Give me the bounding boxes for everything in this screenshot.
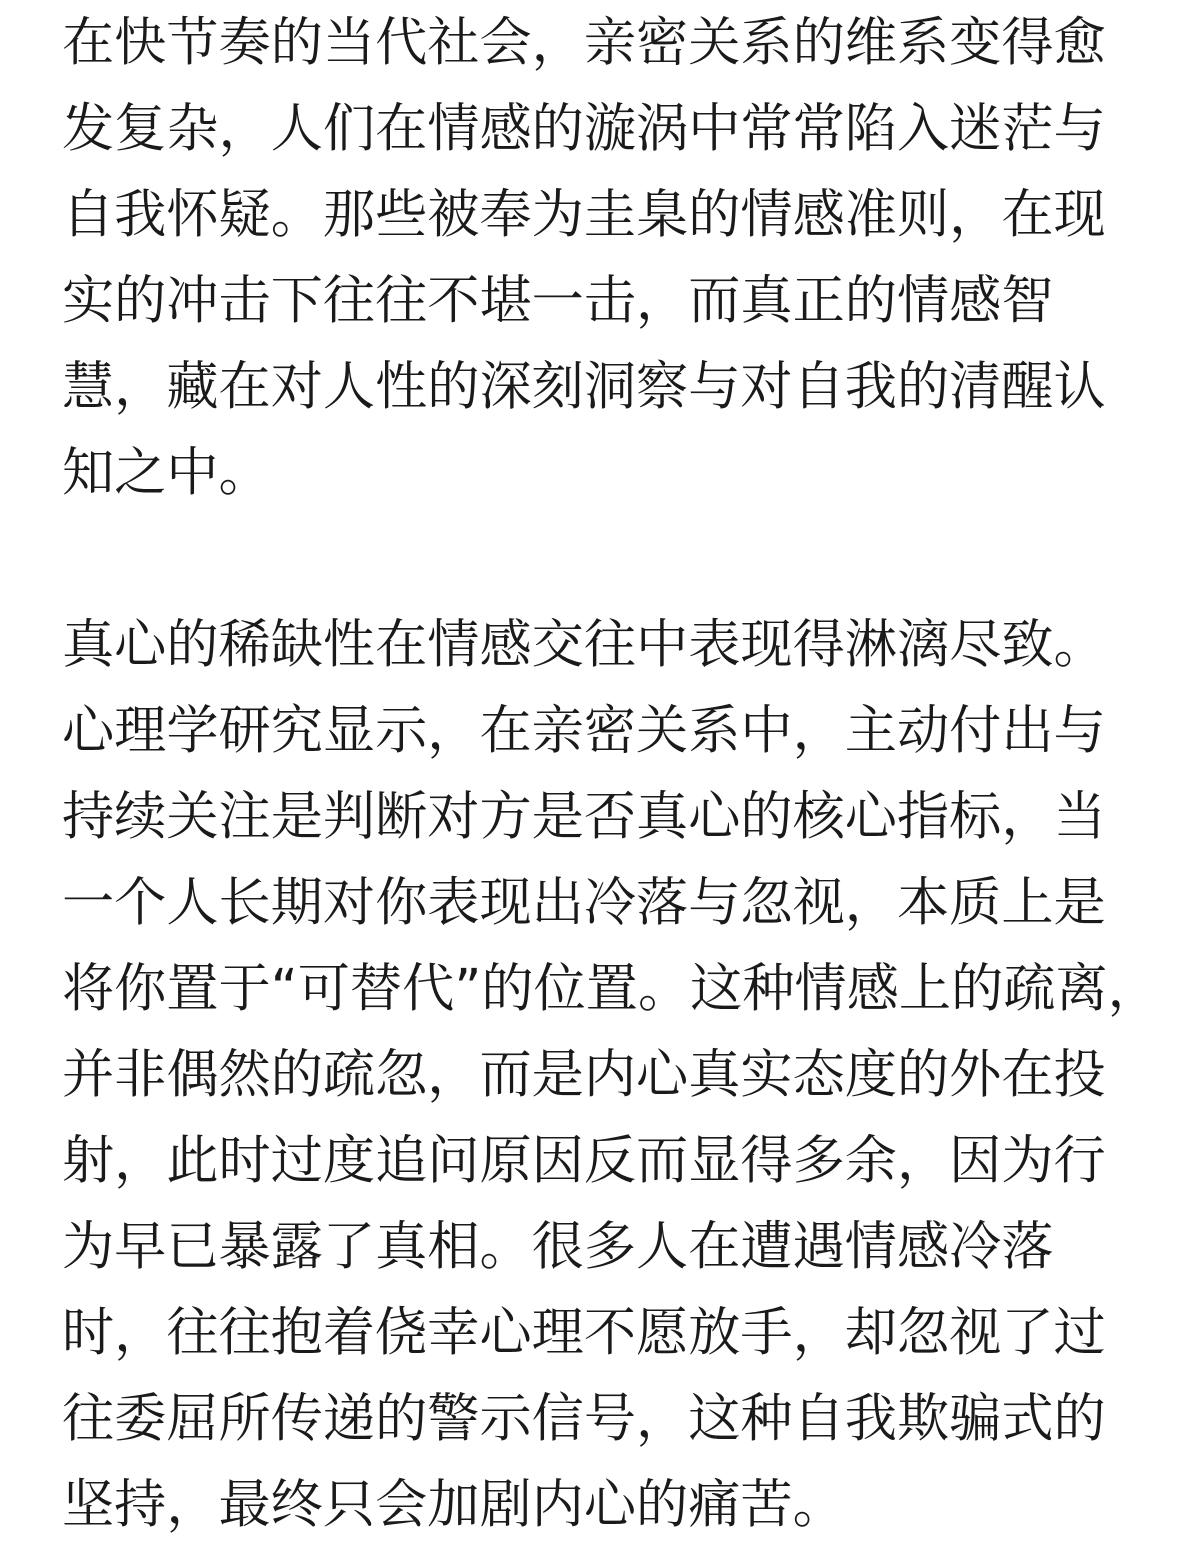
- text-line: 发复杂，人们在情感的漩涡中常常陷入迷茫与: [62, 99, 1106, 159]
- text-line: 时，往往抱着侥幸心理不愿放手，却忽视了过: [62, 1303, 1106, 1363]
- text-line: 往委屈所传递的警示信号，这种自我欺骗式的: [62, 1389, 1106, 1449]
- text-line: 将你置于“可替代”的位置。这种情感上的疏离，: [62, 959, 1160, 1019]
- text-line: 持续关注是判断对方是否真心的核心指标，当: [62, 787, 1106, 847]
- text-line: 在快节奏的当代社会，亲密关系的维系变得愈: [62, 13, 1106, 73]
- paragraph-2: [62, 602, 1160, 1548]
- paragraph-spacer: [62, 516, 1120, 602]
- text-line: 射，此时过度追问原因反而显得多余，因为行: [62, 1131, 1106, 1191]
- paragraph-1: [62, 0, 1120, 516]
- text-line: 慧，藏在对人性的深刻洞察与对自我的清醒认: [62, 357, 1106, 417]
- text-line: 并非偶然的疏忽，而是内心真实态度的外在投: [62, 1045, 1106, 1105]
- text-line: 坚持，最终只会加剧内心的痛苦。: [62, 1475, 845, 1535]
- text-line: 心理学研究显示，在亲密关系中，主动付出与: [62, 701, 1106, 761]
- text-line: 自我怀疑。那些被奉为圭臬的情感准则，在现: [62, 185, 1106, 245]
- article-body: [62, 0, 1160, 1548]
- text-line: 为早已暴露了真相。很多人在遭遇情感冷落: [62, 1217, 1054, 1277]
- text-line: 一个人长期对你表现出冷落与忽视，本质上是: [62, 873, 1106, 933]
- text-line: 实的冲击下往往不堪一击，而真正的情感智: [62, 271, 1054, 331]
- text-line: 真心的稀缺性在情感交往中表现得淋漓尽致。: [62, 615, 1106, 675]
- text-line: 知之中。: [62, 443, 271, 503]
